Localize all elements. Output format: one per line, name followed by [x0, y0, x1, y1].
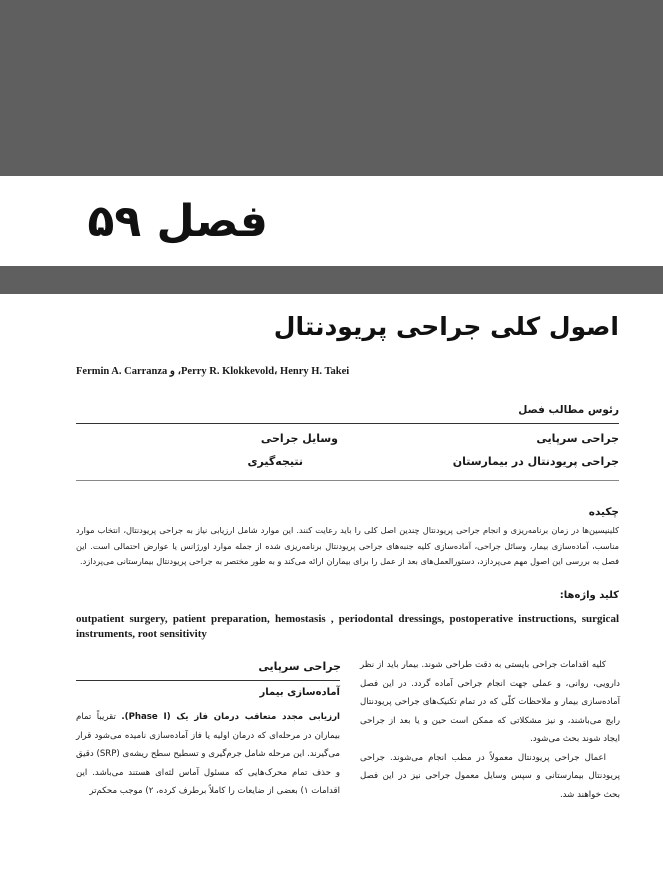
section-heading: جراحی سرپایی: [258, 660, 341, 673]
outline-bottom-rule: [76, 480, 619, 481]
abstract-heading: چکیده: [588, 506, 619, 518]
outline-item: نتیجه‌گیری: [247, 455, 303, 468]
authors: Perry R. Klokkevold، Henry H. Takei، و Fermin A. Carranza: [76, 366, 350, 377]
right-paragraph-1: کلیه اقدامات جراحی بایستی به دقت طراحی شوند. بیمار باید از نظر دارویی، روانی، و عملی جهت انجام جراحی آماده گردد. در این فصل آماده‌سازی بیمار و ملاحظات کلّی که در تمام تکنیک‌های جراحی پریودنتال رایج می‌باشند، و نیز مشکلاتی که ممکن است حین و یا بعد از جراحی ایجاد شوند بحث می‌شود.: [360, 660, 620, 744]
keywords-heading: کلید واژه‌ها:: [559, 590, 619, 601]
chapter-label: فصل ۵۹: [87, 196, 268, 247]
left-column-text: [76, 708, 340, 801]
right-column-text: [360, 656, 620, 804]
outline-heading: رئوس مطالب فصل: [518, 404, 619, 416]
outline-top-rule: [76, 423, 619, 424]
subsection-heading: آماده‌سازی بیمار: [259, 687, 340, 698]
left-body-text: تقریباً تمام بیماران در مرحله‌ای که درمان اولیه یا فاز آماده‌سازی نامیده می‌شود قرار می‌گیرند. این مرحله شامل جرم‌گیری و تسطیح سطح ریشه‌ی (SRP) دقیق و حذف تمام محرک‌هایی که مسئول آماس لثه‌ای هستند می‌باشد. این اقدامات ۱) بعضی از ضایعات را کاملاً برطرف کرده، ۲) موجب محکم‌تر: [76, 712, 340, 796]
outline-item: جراحی سرپایی: [536, 432, 619, 445]
right-paragraph-2: اعمال جراحی پریودنتال معمولاً در مطب انجام می‌شوند. جراحی پریودنتال بیمارستانی و سپس وسایل معمول جراحی نیز در این فصل بحث خواهند شد.: [360, 752, 620, 800]
header-band: [0, 0, 663, 176]
outline-item: جراحی پریودنتال در بیمارستان: [452, 455, 619, 468]
keywords-text: outpatient surgery, patient preparation, hemostasis , periodontal dressings, postoperative instructions, surgical instruments, root sensitivity: [76, 613, 619, 640]
chapter-title: اصول کلی جراحی پریودنتال: [273, 312, 619, 341]
header-divider-band: [0, 266, 663, 294]
abstract-text: کلینیسین‌ها در زمان برنامه‌ریزی و انجام جراحی پریودنتال چندین اصل کلی را باید رعایت کنند. این موارد شامل ارزیابی نیاز به جراحی پریودنتال، انتخاب موارد مناسب، آماده‌سازی بیمار، وسائل جراحی، آماده‌سازی کلیه جنبه‌های جراحی پریودنتال برنامه‌ریزی شده از جمله موارد اورژانس یا عوارض احتمالی است. این فصل به بررسی این اصول مهم می‌پردازد، دستورالعمل‌های بعد از عمل را برای بیماران ارائه می‌کند و به طور مختصر به جراحی پریودنتال بیمارستانی می‌پردازد.: [76, 525, 619, 566]
outline-item: وسایل جراحی: [260, 432, 338, 445]
left-lead-text: ارزیابی مجدد متعاقب درمان فاز یک (Phase I).: [121, 712, 340, 722]
section-rule: [76, 680, 340, 681]
